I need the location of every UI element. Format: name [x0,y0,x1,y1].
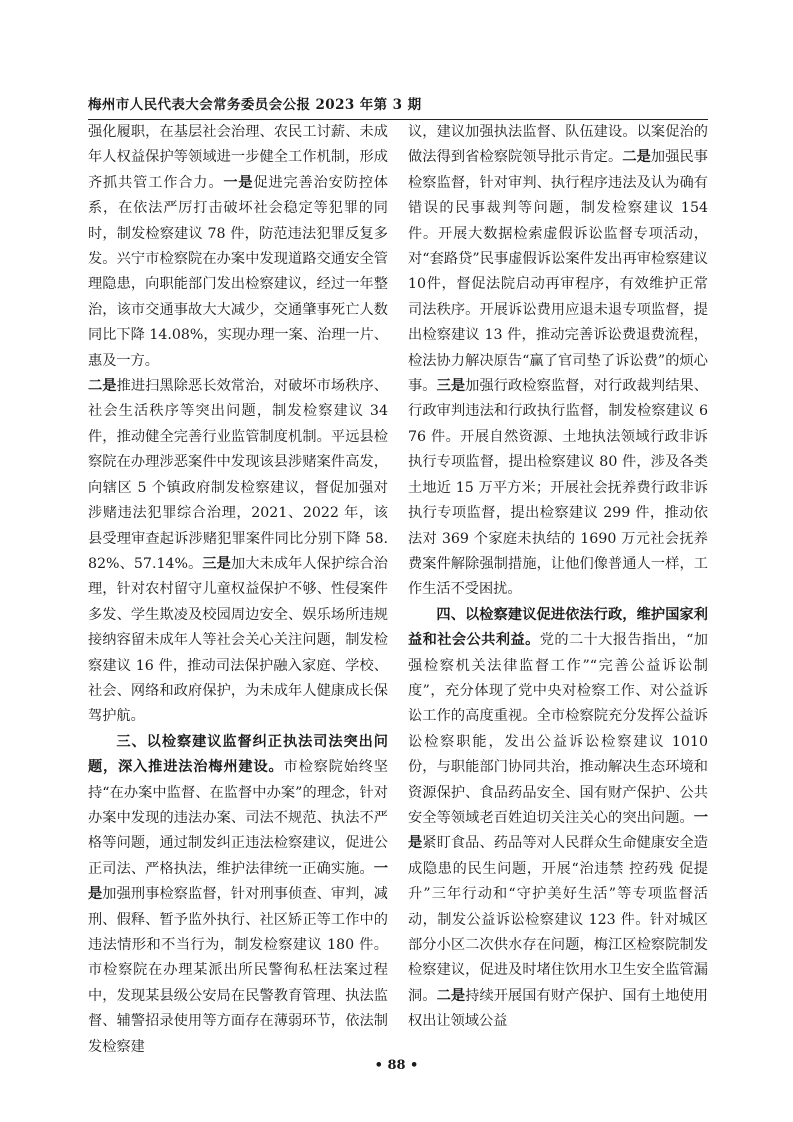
section-heading: 三、以检察建议监督纠正执法司法突出问题，深入推进法治梅州建设。 [88,733,388,776]
right-column [408,120,708,1035]
paragraph-section-three: 三、以检察建议监督纠正执法司法突出问题，深入推进法治梅州建设。市检察院始终坚持“在办案中监督、在监督中办案”的理念，针对办案中发现的违法办案、司法不规范、执法不严格等问题，通过制发纠正违法检察建议，促进公正司法、严格执法，维护法律统一正确实施。一是加强刑事检察监督，针对刑事侦查、审判，减刑、假释、暂予监外执行、社区矫正等工作中的违法情形和不当行为，制发检察建议 180 件。市检察院在办理某派出所民警徇私枉法案过程中，发现某县级公安局在民警教育管理、执法监督、辅警招录使用等方面存在薄弱环节，依法制发检察建 [88,733,388,1055]
paragraph: 强化履职，在基层社会治理、农民工讨薪、未成年人权益保护等领域进一步健全工作机制，形成齐抓共管工作合力。一是促进完善治安防控体系，在依法严厉打击破坏社会稳定等犯罪的同时，制发检察建议 78 件，防范违法犯罪反复多发。兴宁市检察院在办案中发现道路交通安全管理隐患，向职能部门发出检察建议，经过一年整治，该市交通事故大大减少，交通肇事死亡人数同比下降 14.08%，实现办理一案、治理一片、惠及一方。 [88,124,388,369]
section-heading: 四、以检察建议促进依法行政，维护国家利益和社会公共利益。 [408,606,708,649]
left-column [88,120,388,1060]
paragraph: 二是推进扫黑除恶长效常治，对破坏市场秩序、社会生活秩序等突出问题，制发检察建议 34 件，推动健全完善行业监管制度机制。平远县检察院在办理涉恶案件中发现该县涉赌案件高发，向辖区 5 个镇政府制发检察建议，督促加强对涉赌违法犯罪综合治理，2021、2022 年，该县受理审查起诉涉赌犯罪案件同比分别下降 58.82%、57.14%。三是加大未成年人保护综合治理，针对农村留守儿童权益保护不够、性侵案件多发、学生欺凌及校园周边安全、娱乐场所违规接纳容留未成年人等社会关心关注问题，制发检察建议 16 件，推动司法保护融入家庭、学校、社会、网络和政府保护，为未成年人健康成长保驾护航。 [88,378,388,725]
page-number: • 88 • [374,1058,419,1073]
paragraph: 议，建议加强执法监督、队伍建设。以案促治的做法得到省检察院领导批示肯定。二是加强民事检察监督，针对审判、执行程序违法及认为确有错误的民事裁判等问题，制发检察建议 154 件。开展大数据检索虚假诉讼监督专项活动，对“套路贷”民事虚假诉讼案件发出再审检察建议10件，督促法院启动再审程序，有效维护正常司法秩序。开展诉讼费用应退未退专项监督，提出检察建议 13 件，推动完善诉讼费退费流程，检法协力解决原告“赢了官司垫了诉讼费”的烦心事。三是加强行政检察监督，对行政裁判结果、行政审判违法和行政执行监督，制发检察建议 676 件。开展自然资源、土地执法领域行政非诉执行专项监督，提出检察建议 80 件，涉及各类土地近 15 万平方米；开展社会抚养费行政非诉执行专项监督，提出检察建议 299 件，推动依法对 369 个家庭未执结的 1690 万元社会抚养费案件解除强制措施，让他们像普通人一样，工作生活不受困扰。 [408,124,708,598]
journal-header [88,93,708,117]
paragraph-section-four: 四、以检察建议促进依法行政，维护国家利益和社会公共利益。党的二十大报告指出，“加强检察机关法律监督工作”“完善公益诉讼制度”，充分体现了党中央对检察工作、对公益诉讼工作的高度重视。全市检察院充分发挥公益诉讼检察职能，发出公益诉讼检察建议 1010 份，与职能部门协同共治，推动解决生态环境和资源保护、食品药品安全、国有财产保护、公共安全等领域老百姓迫切关注关心的突出问题。一是紧盯食品、药品等对人民群众生命健康安全造成隐患的民生问题，开展“治违禁 控药残 促提升”三年行动和“守护美好生活”等专项监督活动，制发公益诉讼检察建议 123 件。针对城区部分小区二次供水存在问题，梅江区检察院制发检察建议，促进及时堵住饮用水卫生安全监管漏洞。二是持续开展国有财产保护、国有土地使用权出让领域公益 [408,606,708,1030]
journal-title: 梅州市人民代表大会常务委员会公报 2023 年第 3 期 [88,97,422,113]
